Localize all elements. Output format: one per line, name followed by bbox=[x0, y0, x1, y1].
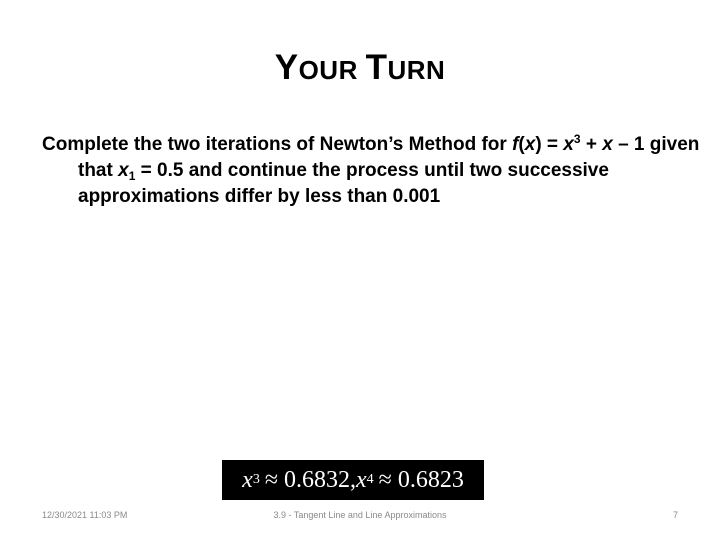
exponent: 3 bbox=[573, 132, 581, 146]
answer-x3-value: 0.6832, bbox=[284, 466, 356, 493]
paren-close-equals: ) = bbox=[535, 134, 564, 155]
subscript: 1 bbox=[128, 169, 136, 183]
footer-title: 3.9 - Tangent Line and Line Approximations bbox=[273, 510, 447, 520]
problem-text-2: – 1 given that bbox=[78, 134, 700, 181]
answer-x3-variable: x bbox=[242, 466, 253, 493]
variable-x: x bbox=[602, 134, 613, 155]
approx-symbol: ≈ bbox=[378, 466, 392, 493]
paren-open: ( bbox=[518, 134, 525, 155]
footer-page-number: 7 bbox=[672, 510, 678, 520]
answer-x4-value: 0.6823 bbox=[397, 466, 464, 493]
approx-symbol: ≈ bbox=[264, 466, 278, 493]
problem-text-3: = 0.5 and continue the process until two successive approximations differ by less than 0.001 bbox=[78, 160, 609, 207]
answer-box: x 3 ≈ 0.6832, x 4 ≈ 0.6823 bbox=[222, 460, 484, 500]
variable-x: x bbox=[118, 160, 129, 181]
title-word-urn: URN bbox=[387, 55, 446, 85]
variable-x: x bbox=[524, 134, 536, 155]
title-letter-t: T bbox=[365, 48, 388, 87]
problem-statement bbox=[42, 132, 720, 210]
footer-date: 12/30/2021 11:03 PM bbox=[42, 510, 128, 520]
answer-x4-variable: x bbox=[356, 466, 367, 493]
problem-text-1: Complete the two iterations of Newton’s Method for bbox=[42, 134, 513, 155]
title-word-our: OUR bbox=[298, 55, 366, 85]
slide-title bbox=[0, 46, 720, 92]
plus-sign: + bbox=[580, 134, 603, 155]
function-name: f bbox=[512, 134, 519, 155]
title-letter-y: Y bbox=[274, 48, 299, 87]
variable-x: x bbox=[563, 134, 574, 155]
